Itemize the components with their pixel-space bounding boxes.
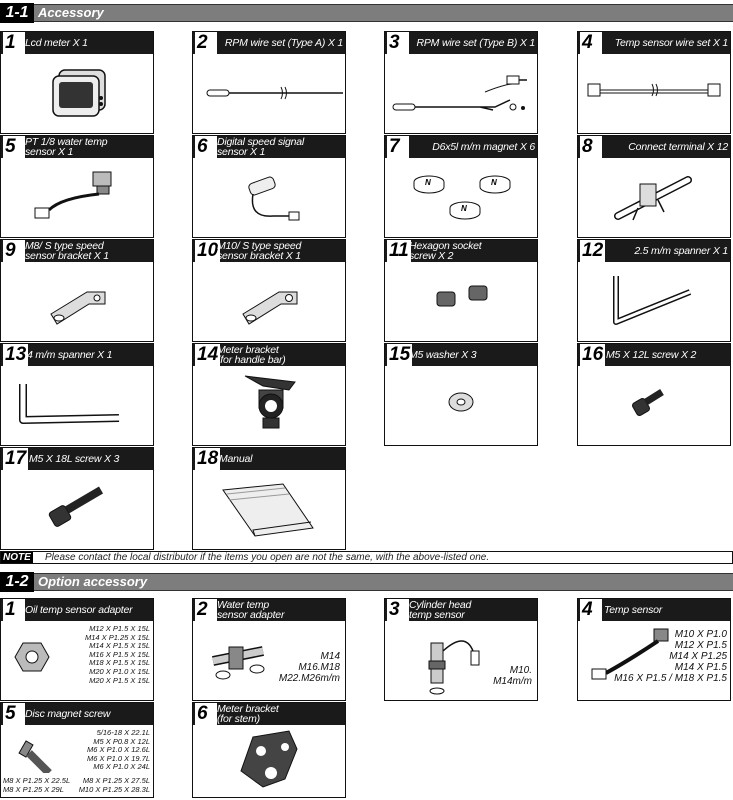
item-label-line2: (for handle bar) xyxy=(217,354,286,366)
item-label: Connect terminal X 12 xyxy=(628,141,728,153)
washer-illustration xyxy=(385,366,539,446)
option-card-3 xyxy=(384,598,538,701)
item-number: 14 xyxy=(197,344,219,365)
accessory-card-4 xyxy=(577,31,731,134)
m5-18l-screw-illustration xyxy=(1,470,155,550)
speed-sensor-illustration xyxy=(193,158,347,238)
item-number: 15 xyxy=(389,344,411,365)
item-label-line1: Digital speed signal xyxy=(217,136,305,148)
section-number: 1-2 xyxy=(0,572,34,592)
accessory-card-9 xyxy=(0,239,154,342)
item-label-line2: sensor bracket X 1 xyxy=(25,250,109,262)
item-label-line2: temp sensor xyxy=(409,609,465,621)
item-number: 17 xyxy=(5,448,27,469)
item-number: 2 xyxy=(195,32,217,54)
magnet-icon xyxy=(450,202,480,219)
item-label: Disc magnet screw xyxy=(25,708,111,720)
item-number: 10 xyxy=(197,240,219,261)
item-number: 11 xyxy=(389,240,409,261)
item-number: 4 xyxy=(580,32,602,54)
accessory-card-11 xyxy=(384,239,538,342)
option-card-6 xyxy=(192,702,346,798)
accessory-card-15 xyxy=(384,343,538,446)
accessory-card-5 xyxy=(0,135,154,238)
handlebar-bracket-illustration xyxy=(193,366,347,446)
item-number: 16 xyxy=(582,344,604,365)
option-card-2 xyxy=(192,598,346,701)
svg-text:N: N xyxy=(491,178,497,187)
svg-text:N: N xyxy=(461,204,467,213)
item-number: 2 xyxy=(195,599,217,621)
accessory-card-10 xyxy=(192,239,346,342)
item-label: Temp sensor xyxy=(604,604,663,616)
stem-bracket-illustration xyxy=(193,725,347,797)
item-label: M5 X 18L screw X 3 xyxy=(29,453,120,465)
item-label: M5 X 12L screw X 2 xyxy=(606,349,697,361)
spec-list: 5/16-18 X 22.1L M5 X P0.8 X 12L M6 X P1.0 X 12.6L M6 X P1.0 X 19.7L M6 X P1.0 X 24L xyxy=(87,728,150,772)
accessory-card-7 xyxy=(384,135,538,238)
svg-text:N: N xyxy=(425,178,431,187)
spec-list: M14 M16.M18 M22.M26m/m xyxy=(278,651,340,684)
item-number: 18 xyxy=(197,448,219,469)
spec-list-right: M8 X P1.25 X 27.5L M10 X P1.25 X 28.3L xyxy=(78,776,150,794)
item-number: 9 xyxy=(3,240,25,262)
section-title: Option accessory xyxy=(38,574,148,589)
item-number: 5 xyxy=(3,136,25,158)
item-label: D6x5l m/m magnet X 6 xyxy=(432,141,535,153)
accessory-card-17 xyxy=(0,447,154,550)
item-label-line2: sensor bracket X 1 xyxy=(217,250,301,262)
item-label-line2: sensor X 1 xyxy=(25,146,74,158)
item-label: 2.5 m/m spanner X 1 xyxy=(634,245,728,257)
spanner-2-5-illustration xyxy=(578,262,732,342)
section-number: 1-1 xyxy=(0,3,34,23)
item-label-line2: sensor X 1 xyxy=(217,146,266,158)
item-label: Manual xyxy=(219,453,253,465)
spec-list: M10 X P1.0 M12 X P1.5 M14 X P1.25 M14 X P1.5 M16 X P1.5 / M18 X P1.5 xyxy=(614,629,727,684)
item-label: M5 washer X 3 xyxy=(409,349,477,361)
item-label-line1: Water temp xyxy=(217,599,270,611)
item-label-line1: Hexagon socket xyxy=(409,240,482,252)
item-number: 1 xyxy=(3,599,25,621)
magnet-icon xyxy=(414,176,444,193)
item-label: 4 m/m spanner X 1 xyxy=(27,349,113,361)
item-label: Lcd meter X 1 xyxy=(25,37,88,49)
accessory-card-12 xyxy=(577,239,731,342)
magnets-illustration xyxy=(385,158,539,238)
lcd-meter-illustration xyxy=(1,54,155,134)
item-number: 6 xyxy=(195,136,217,158)
magnet-icon xyxy=(480,176,510,193)
accessory-card-6 xyxy=(192,135,346,238)
manual-illustration xyxy=(193,470,347,550)
spec-list: M12 X P1.5 X 15L M14 X P1.25 X 15L M14 X P1.5 X 15L M16 X P1.5 X 15L M18 X P1.5 X 15L M20 X P1.0 X 15L M20 X P1.5 X 15L xyxy=(84,624,150,685)
section-title: Accessory xyxy=(38,5,104,20)
m8-bracket-illustration xyxy=(1,262,155,342)
item-label-line1: M10/ S type speed xyxy=(217,240,302,252)
item-number: 12 xyxy=(582,240,604,261)
spec-list-left: M8 X P1.25 X 22.5L M8 X P1.25 X 29L xyxy=(3,776,71,794)
section-header-accessory xyxy=(0,4,733,22)
item-label-line1: Meter bracket xyxy=(217,703,279,715)
accessory-card-16 xyxy=(577,343,731,446)
accessory-card-13 xyxy=(0,343,154,446)
water-temp-sensor-illustration xyxy=(1,158,155,238)
item-number: 13 xyxy=(5,344,27,365)
item-label: RPM wire set (Type A) X 1 xyxy=(224,37,343,49)
item-number: 7 xyxy=(387,136,409,158)
item-label-line2: sensor adapter xyxy=(217,609,285,621)
item-label: Temp sensor wire set X 1 xyxy=(614,37,728,49)
item-number: 8 xyxy=(580,136,602,158)
item-number: 1 xyxy=(3,32,25,54)
item-label-line1: M8/ S type speed xyxy=(25,240,104,252)
accessory-card-1 xyxy=(0,31,154,134)
rpm-wire-b-illustration xyxy=(385,54,539,134)
section-header-option-accessory xyxy=(0,573,733,591)
item-number: 4 xyxy=(580,599,602,621)
item-number: 3 xyxy=(387,32,409,54)
hex-socket-screws-illustration xyxy=(385,262,539,342)
spec-list: M10. M14m/m xyxy=(493,665,532,687)
accessory-card-18 xyxy=(192,447,346,550)
item-label-line2: (for stem) xyxy=(217,713,260,725)
m10-bracket-illustration xyxy=(193,262,347,342)
item-label-line1: Cylinder head xyxy=(409,599,472,611)
item-label-line2: screw X 2 xyxy=(409,250,454,262)
note-text: Please contact the local distributor if the items you open are not the same, with the above-listed one. xyxy=(45,552,490,563)
item-number: 3 xyxy=(387,599,409,621)
connect-terminal-illustration xyxy=(578,158,732,238)
note-tag: NOTE xyxy=(3,552,31,563)
spanner-4-illustration xyxy=(1,366,155,446)
rpm-wire-a-illustration xyxy=(193,54,347,134)
temp-sensor-wire-illustration xyxy=(578,54,732,134)
option-card-4 xyxy=(577,598,731,701)
m5-12l-screw-illustration xyxy=(578,366,732,446)
item-label-line1: PT 1/8 water temp xyxy=(25,136,108,148)
item-label: RPM wire set (Type B) X 1 xyxy=(416,37,535,49)
item-number: 5 xyxy=(3,703,25,725)
accessory-card-14 xyxy=(192,343,346,446)
item-number: 6 xyxy=(195,703,217,725)
cylinder-head-sensor-illustration xyxy=(385,621,539,701)
item-label: Oil temp sensor adapter xyxy=(25,604,133,616)
note-bar xyxy=(0,551,733,564)
accessory-card-3 xyxy=(384,31,538,134)
option-card-5 xyxy=(0,702,154,798)
accessory-card-8 xyxy=(577,135,731,238)
option-card-1 xyxy=(0,598,154,701)
accessory-card-2 xyxy=(192,31,346,134)
item-label-line1: Meter bracket xyxy=(217,344,279,356)
